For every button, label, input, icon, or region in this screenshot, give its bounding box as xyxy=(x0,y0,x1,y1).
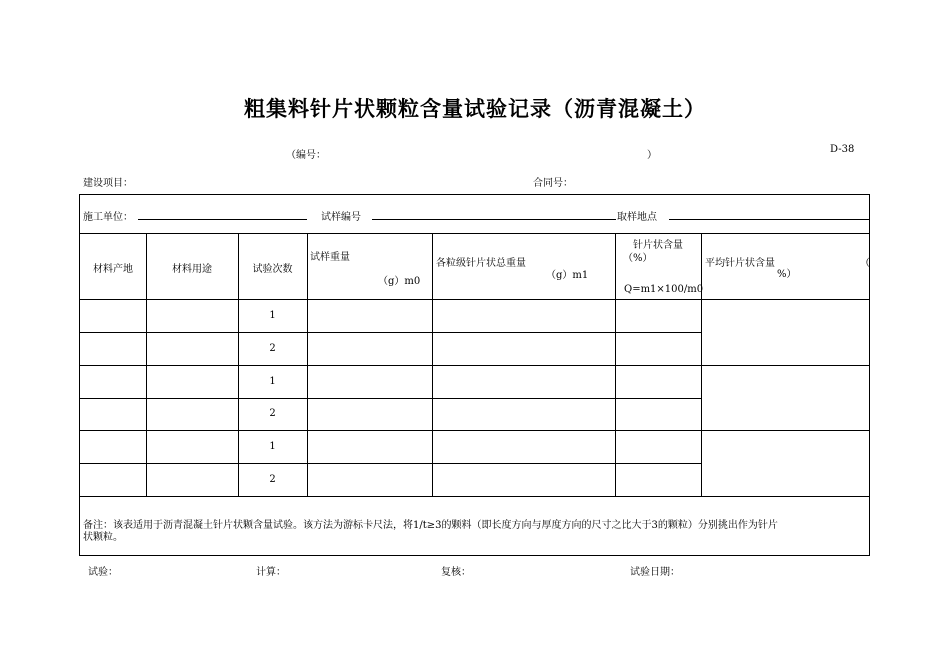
project-label: 建设项目： xyxy=(83,178,133,189)
grid-line xyxy=(80,299,869,300)
trial-number: 1 xyxy=(269,310,276,321)
grid-line xyxy=(701,233,702,496)
header-formula: Q=m1×100/m0 xyxy=(624,284,704,295)
grid-line xyxy=(80,463,701,464)
form-number: D-38 xyxy=(830,144,855,155)
header-origin: 材料产地 xyxy=(93,264,133,275)
code-label: （编号： xyxy=(286,150,326,161)
header-sample-weight-unit: （g）m0 xyxy=(378,276,421,287)
unit-label: 施工单位： xyxy=(83,212,133,223)
header-sample-weight: 试样重量 xyxy=(310,252,350,263)
header-grade-weight: 各粒级针片状总重量 xyxy=(436,258,526,269)
trial-number: 1 xyxy=(269,376,276,387)
code-close: ） xyxy=(647,150,657,161)
footer-test-label: 试验： xyxy=(88,567,118,578)
grid-line xyxy=(80,233,869,234)
remark-text: 备注：该表适用于沥青混凝土针片状颗含量试验。该方法为游标卡尺法，将1/t≥3的颗料（即长度方向与厚度方向的尺寸之比大于3的颗粒）分别挑出作为针片 xyxy=(83,520,778,531)
grid-line xyxy=(432,233,433,496)
trial-number: 2 xyxy=(269,408,276,419)
record-table xyxy=(79,194,870,556)
header-content: 针片状含量 xyxy=(633,240,683,251)
grid-line xyxy=(80,496,869,497)
header-use: 材料用途 xyxy=(172,264,212,275)
footer-review-label: 复核： xyxy=(441,567,471,578)
sample-no-field-line[interactable] xyxy=(372,219,616,220)
contract-label: 合同号： xyxy=(533,178,573,189)
header-avg-paren: （ xyxy=(860,258,870,269)
page-title: 粗集料针片状颗粒含量试验记录（沥青混凝土） xyxy=(244,97,706,121)
footer-date-label: 试验日期： xyxy=(630,567,680,578)
grid-line xyxy=(80,365,869,366)
grid-line xyxy=(615,233,616,496)
trial-number: 1 xyxy=(269,441,276,452)
trial-number: 2 xyxy=(269,474,276,485)
header-trial: 试验次数 xyxy=(252,264,293,275)
header-avg: 平均针片状含量 xyxy=(705,258,775,269)
grid-line xyxy=(80,430,869,431)
remark-text-line2: 状颗粒。 xyxy=(83,532,123,543)
unit-field-line[interactable] xyxy=(138,219,307,220)
sample-place-label: 取样地点 xyxy=(617,212,657,223)
trial-number: 2 xyxy=(269,343,276,354)
header-content-unit: （%） xyxy=(623,253,653,264)
header-grade-weight-unit: （g）m1 xyxy=(546,270,589,281)
grid-line xyxy=(307,233,308,496)
sample-no-label: 试样编号 xyxy=(321,212,361,223)
grid-line xyxy=(80,332,701,333)
footer-calc-label: 计算： xyxy=(256,567,286,578)
sample-place-field-line[interactable] xyxy=(669,219,869,220)
header-avg-unit: %） xyxy=(777,269,797,280)
grid-line xyxy=(80,398,701,399)
